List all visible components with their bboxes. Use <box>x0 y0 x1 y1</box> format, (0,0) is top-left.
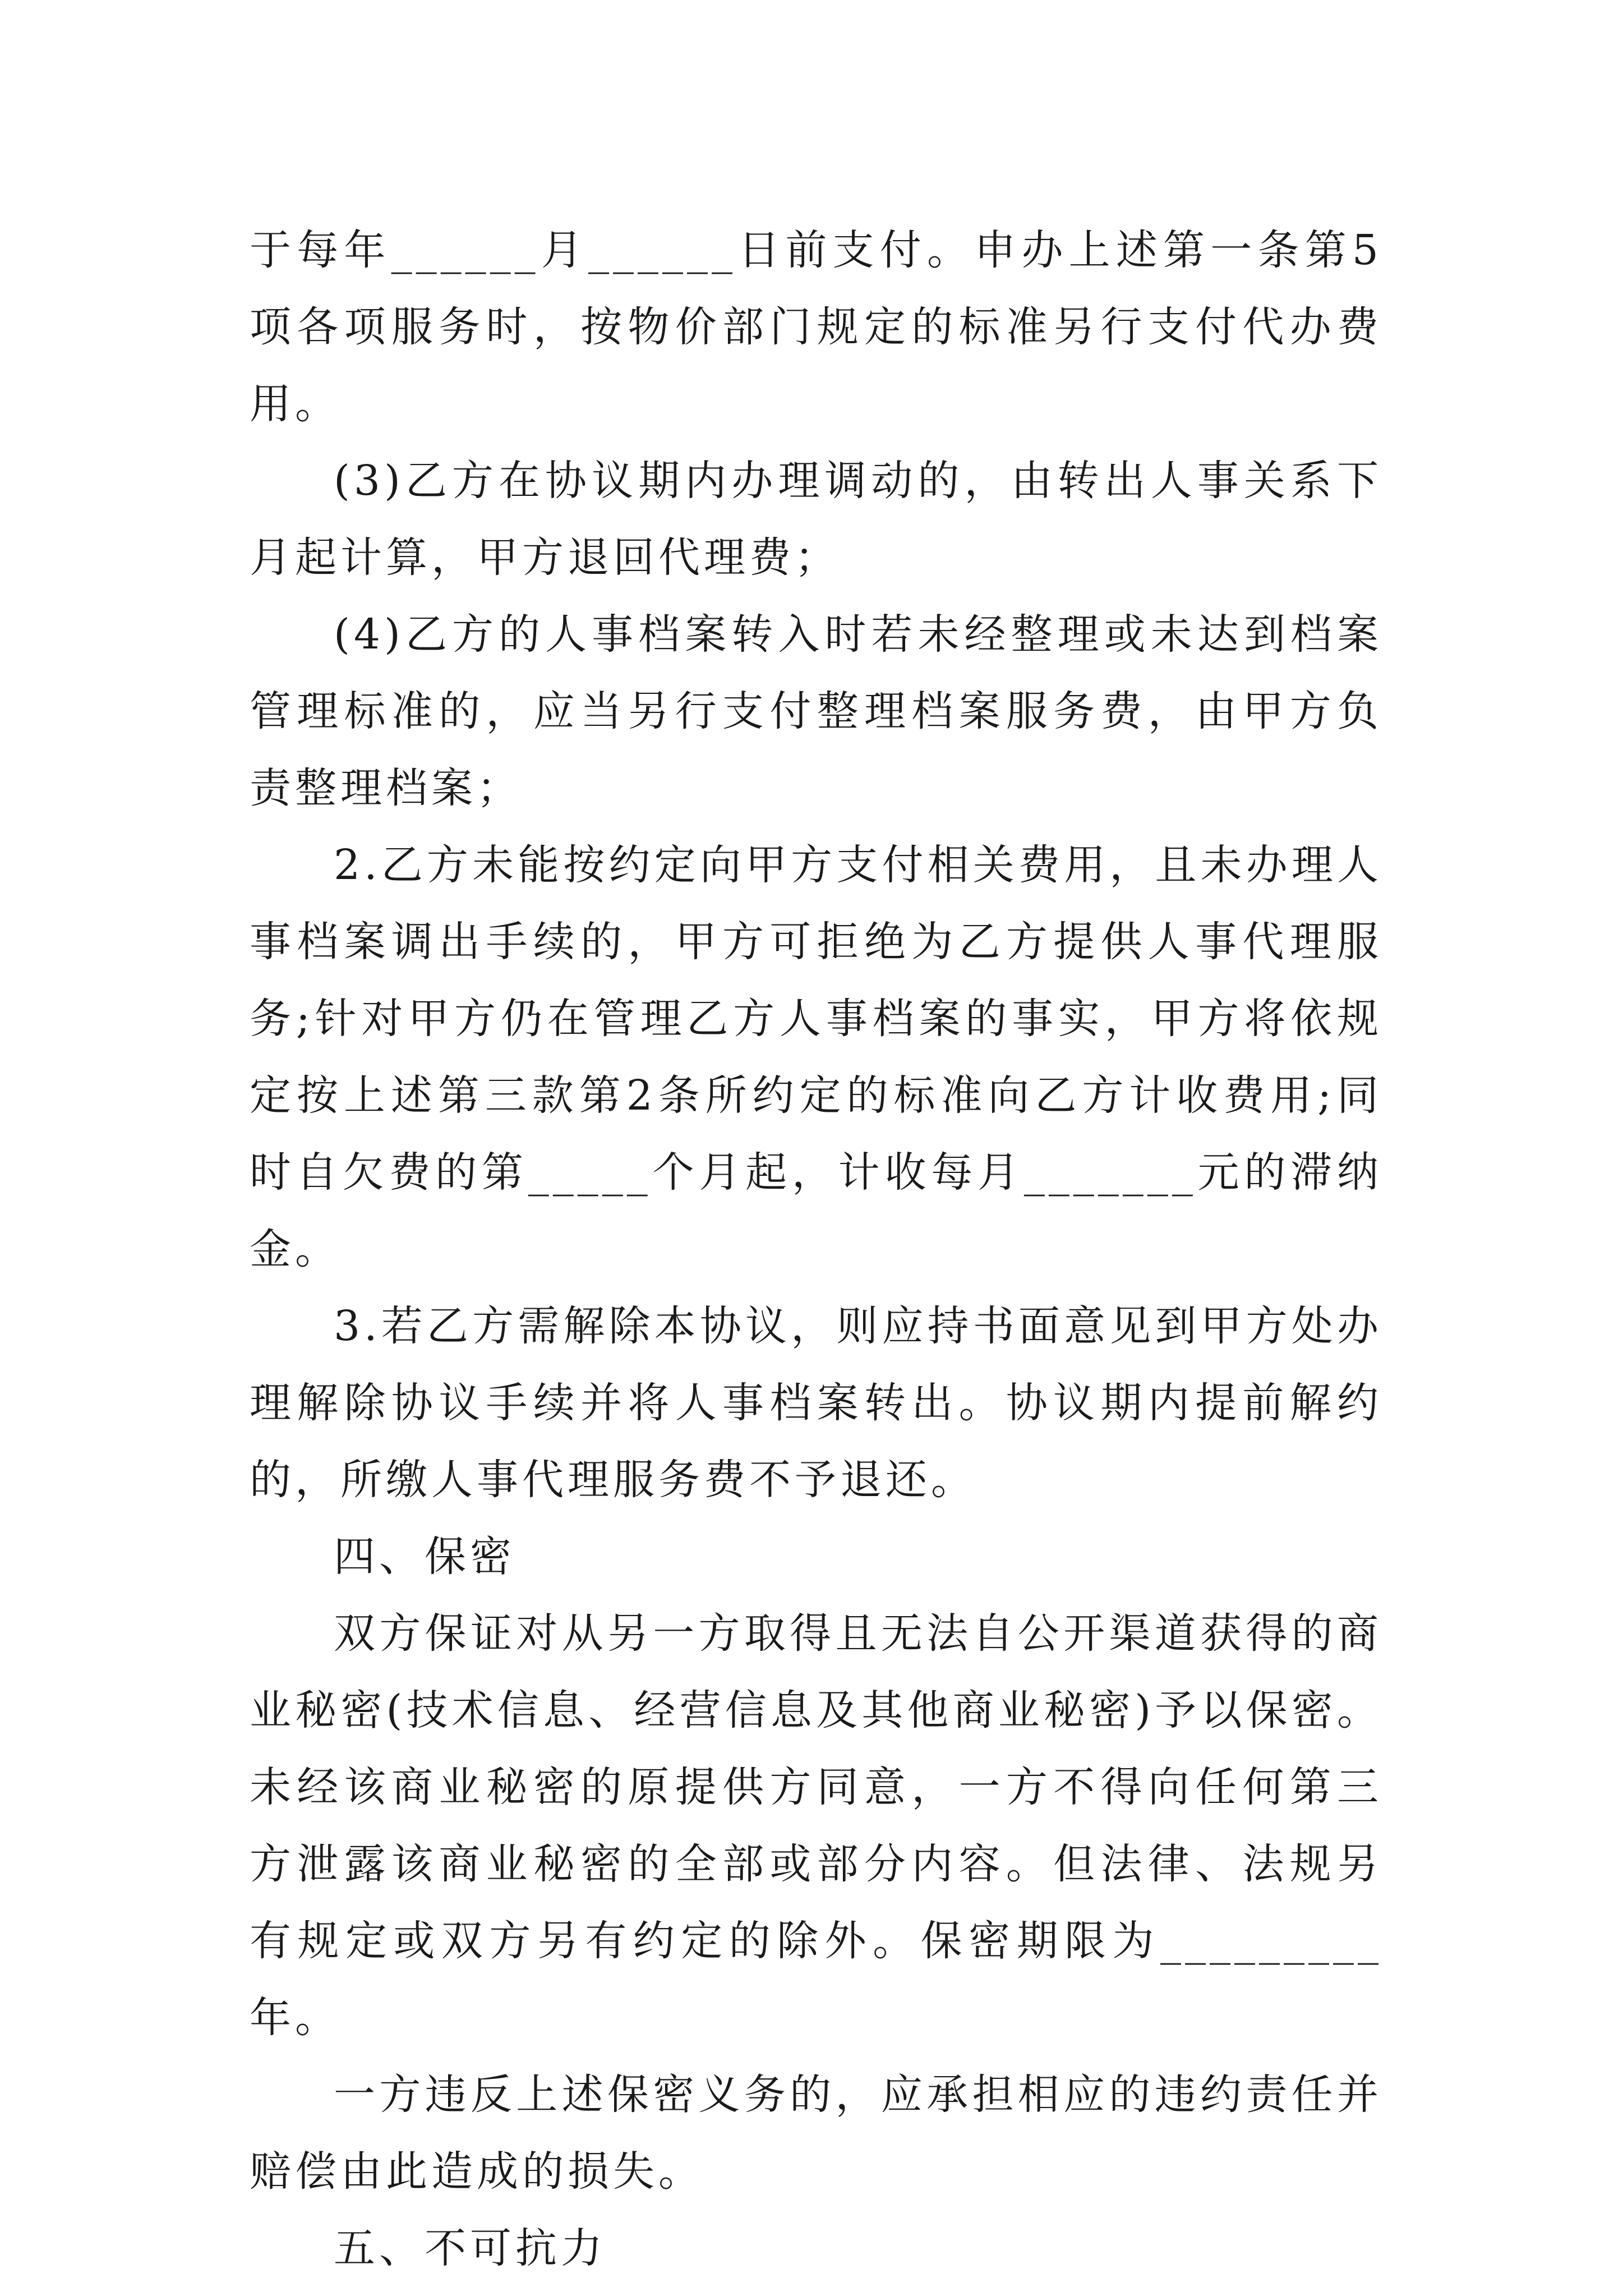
paragraph-archive-service-fee: (4)乙方的人事档案转入时若未经整理或未达到档案管理标准的，应当另行支付整理档案服务费，由甲方负责整理档案； <box>250 610 1382 812</box>
document-body <box>250 212 1382 2287</box>
paragraph-unpaid-fees: 2.乙方未能按约定向甲方支付相关费用，且未办理人事档案调出手续的，甲方可拒绝为乙方提供人事代理服务;针对甲方仍在管理乙方人事档案的事实，甲方将依规定按上述第三款第2条所约定的标准向乙方计收费用;同时自欠费的第_____个月起，计收每月_______元的滞纳金。 <box>250 841 1382 1273</box>
paragraph-breach-liability: 一方违反上述保密义务的，应承担相应的违约责任并赔偿由此造成的损失。 <box>250 2070 1382 2196</box>
paragraph-termination: 3.若乙方需解除本协议，则应持书面意见到甲方处办理解除协议手续并将人事档案转出。协议期内提前解约的，所缴人事代理服务费不予退还。 <box>250 1302 1382 1504</box>
paragraph-payment-deadline: 于每年______月______日前支付。申办上述第一条第5项各项服务时，按物价部门规定的标准另行支付代办费用。 <box>250 226 1382 428</box>
section-heading-confidentiality: 四、保密 <box>334 1533 515 1581</box>
section-heading-force-majeure: 五、不可抗力 <box>334 2224 606 2272</box>
paragraph-confidentiality-terms: 双方保证对从另一方取得且无法自公开渠道获得的商业秘密(技术信息、经营信息及其他商业秘密)予以保密。未经该商业秘密的原提供方同意，一方不得向任何第三方泄露该商业秘密的全部或部分内容。但法律、法规另有规定或双方另有约定的除外。保密期限为_________年。 <box>250 1609 1382 2042</box>
paragraph-transfer-refund: (3)乙方在协议期内办理调动的，由转出人事关系下月起计算，甲方退回代理费； <box>250 457 1382 582</box>
